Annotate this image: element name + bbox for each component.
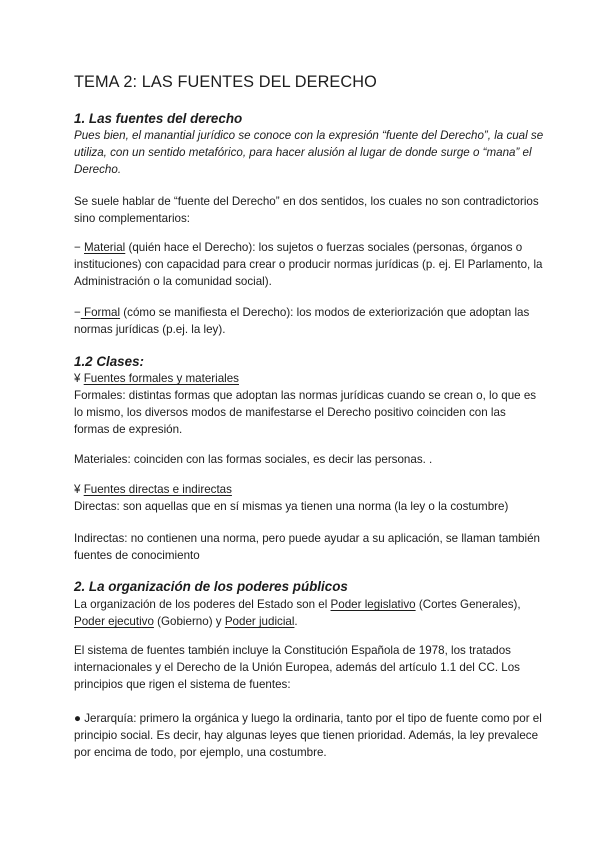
section-1-paragraph: Se suele hablar de “fuente del Derecho” en dos sentidos, los cuales no son contradictorios sino complementarios: — [74, 195, 539, 225]
document-title: TEMA 2: LAS FUENTES DEL DERECHO — [74, 73, 377, 91]
poder-ejecutivo: Poder ejecutivo — [74, 615, 154, 628]
section-1-heading: 1. Las fuentes del derecho — [74, 111, 243, 126]
bullet-directas-indirectas — [74, 481, 544, 498]
dash: − — [74, 241, 81, 254]
jerarquia-text: Jerarquía: primero la orgánica y luego la ordinaria, tanto por el tipo de fuente como por el principio social. Es decir, hay algunas leyes que tienen prioridad. Además, la ley prevalece por encima de todo, por ejemplo, una costumbre. — [74, 712, 542, 759]
yen-bullet-icon: ¥ — [74, 372, 81, 385]
text-run: (Cortes Generales), — [415, 598, 521, 611]
formal-item — [74, 304, 544, 338]
text-run: . — [294, 615, 298, 628]
jerarquia-item — [74, 710, 544, 761]
dash: − — [74, 306, 81, 319]
poder-legislativo: Poder legislativo — [330, 598, 416, 611]
material-term: Material — [84, 241, 126, 254]
formales-paragraph: Formales: distintas formas que adoptan las normas jurídicas cuando se crean o, lo que es lo mismo, los diversos modos de manifestarse el Derecho positivo coinciden con las formas de expresión. — [74, 389, 537, 436]
formal-description: (cómo se manifiesta el Derecho): los modos de exteriorización que adoptan las normas jurídicas (p.ej. la ley). — [74, 306, 530, 336]
bullet-dot-icon: ● — [74, 712, 82, 725]
sistema-fuentes-paragraph: El sistema de fuentes también incluye la Constitución Española de 1978, los tratados internacionales y el Derecho de la Unión Europea, además del artículo 1.1 del CC. Los principios que rigen el sistema de fuentes: — [74, 644, 520, 691]
section-2-heading: 2. La organización de los poderes públicos — [74, 579, 348, 594]
materiales-paragraph: Materiales: coinciden con las formas sociales, es decir las personas. . — [74, 453, 433, 466]
bullet-title: Fuentes formales y materiales — [83, 372, 239, 385]
bullet-title: Fuentes directas e indirectas — [83, 483, 232, 496]
directas-paragraph: Directas: son aquellas que en sí mismas ya tienen una norma (la ley o la costumbre) — [74, 500, 509, 513]
section-1-intro: Pues bien, el manantial jurídico se conoce con la expresión “fuente del Derecho”, la cual se utiliza, con un sentido metafórico, para hacer alusión al lugar de donde surge o “mana” el Derecho. — [74, 129, 544, 176]
poderes-paragraph — [74, 596, 544, 630]
formal-term: Formal — [80, 306, 121, 319]
text-run: (Gobierno) y — [153, 615, 225, 628]
poder-judicial: Poder judicial — [224, 615, 295, 628]
yen-bullet-icon: ¥ — [74, 483, 81, 496]
material-description: (quién hace el Derecho): los sujetos o fuerzas sociales (personas, órganos o instituciones) con capacidad para crear o producir normas jurídicas (p. ej. El Parlamento, la Administración o la comunidad social). — [74, 241, 543, 288]
bullet-formales-materiales — [74, 370, 544, 387]
text-run: La organización de los poderes del Estado son el — [74, 598, 331, 611]
indirectas-paragraph: Indirectas: no contienen una norma, pero puede ayudar a su aplicación, se llaman también fuentes de conocimiento — [74, 532, 540, 562]
material-item — [74, 239, 544, 290]
section-1-2-heading: 1.2 Clases: — [74, 354, 144, 369]
